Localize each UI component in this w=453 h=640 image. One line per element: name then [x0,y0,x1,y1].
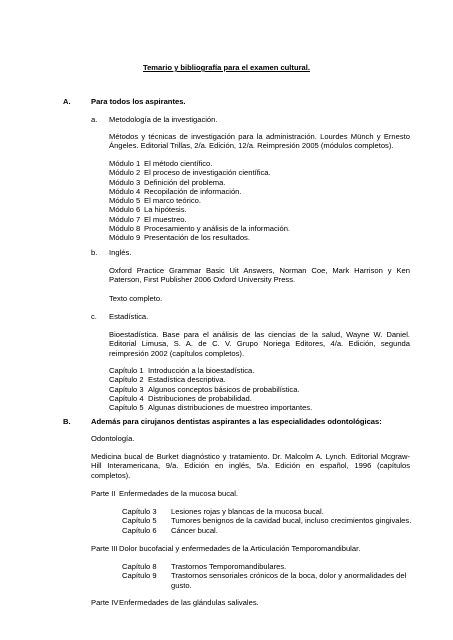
list-item: Capítulo 4 Distribuciones de probabilidad. [109,393,252,403]
section-b-subject: Odontología. [91,434,135,443]
item-c-marker: c. [91,312,97,321]
part-item: Parte III Dolor bucofacial y enfermedades de la Articulación Temporomandibular. [91,544,361,553]
list-item: Módulo 2 El proceso de investigación científica. [109,168,271,178]
list-item: Módulo 4 Recopilación de información. [109,186,242,196]
list-item: Capítulo 5 Tumores benignos de la cavidad bucal, incluso crecimientos gingivales. [122,516,412,526]
part-item: Parte IV Enfermedades de las glándulas salivales. [91,598,259,607]
item-b-marker: b. [91,248,98,257]
item-b-note: Texto completo. [109,294,163,303]
item-b-heading: Inglés. [109,248,132,257]
list-item: Capítulo 1 Introducción a la bioestadística. [109,366,255,375]
section-a-marker: A. [63,97,71,106]
part-chapter-list [122,507,412,535]
list-item: Módulo 9 Presentación de los resultados. [109,233,250,243]
item-c-reference: Bioestadística. Base para el análisis de las ciencias de la salud, Wayne W. Daniel. Editorial Limusa, S. A. de C. V. Grupo Noriega Editores, 4/a. Edición, segunda reimpresión 2002 (capítulos completos). [109,330,410,358]
item-a-reference: Métodos y técnicas de investigación para la administración. Lourdes Münch y Ernesto Ángeles. Editorial Trillas, 2/a. Edición, 12/a. Reimpresión 2005 (módulos completos). [109,132,410,151]
list-item: Módulo 8 Procesamiento y análisis de la información. [109,224,291,234]
list-item: Capítulo 6 Cáncer bucal. [122,525,218,535]
section-a-heading: Para todos los aspirantes. [91,97,186,106]
list-item: Capítulo 9 Trastornos sensoriales crónicos de la boca, dolor y anormalidades del gusto. [122,571,407,590]
section-b-heading: Además para cirujanos dentistas aspirantes a las especialidades odontológicas: [91,417,382,426]
list-item: Módulo 7 El muestreo. [109,214,187,224]
list-item: Capítulo 8 Trastornos Temporomandibulares. [122,562,287,571]
part-item: Parte II Enfermedades de la mucosa bucal. [91,489,239,498]
list-item: Capítulo 3 Lesiones rojas y blancas de la mucosa bucal. [122,507,324,516]
list-item: Capítulo 3 Algunos conceptos básicos de probabilística. [109,384,300,394]
list-item: Módulo 5 El marco teórico. [109,196,201,206]
list-item: Módulo 1 El método científico. [109,159,213,168]
module-list [109,159,410,243]
item-a-marker: a. [91,115,98,124]
item-b-reference: Oxford Practice Grammar Basic Uit Answers, Norman Coe, Mark Harrison y Ken Paterson, First Publisher 2006 Oxford University Press. [109,266,410,285]
section-b-marker: B. [63,417,71,426]
section-b-reference: Medicina bucal de Burket diagnóstico y tratamiento. Dr. Malcolm A. Lynch. Editorial Mcgraw-Hill Interamericana, 9/a. Edición en inglés, 5/a. Edición en español, 1996 (capítulos completos). [91,452,410,480]
part-chapter-list [122,562,412,590]
chapter-list [109,366,410,412]
item-a-heading: Metodología de la investigación. [109,115,218,124]
list-item: Capítulo 5 Algunas distribuciones de muestreo importantes. [109,403,313,413]
item-c-heading: Estadística. [109,312,149,321]
document-title: Temario y bibliografía para el examen cultural. [143,63,310,72]
list-item: Módulo 6 La hipótesis. [109,205,187,215]
list-item: Módulo 3 Definición del problema. [109,177,226,187]
list-item: Capítulo 2 Estadística descriptiva. [109,375,226,385]
